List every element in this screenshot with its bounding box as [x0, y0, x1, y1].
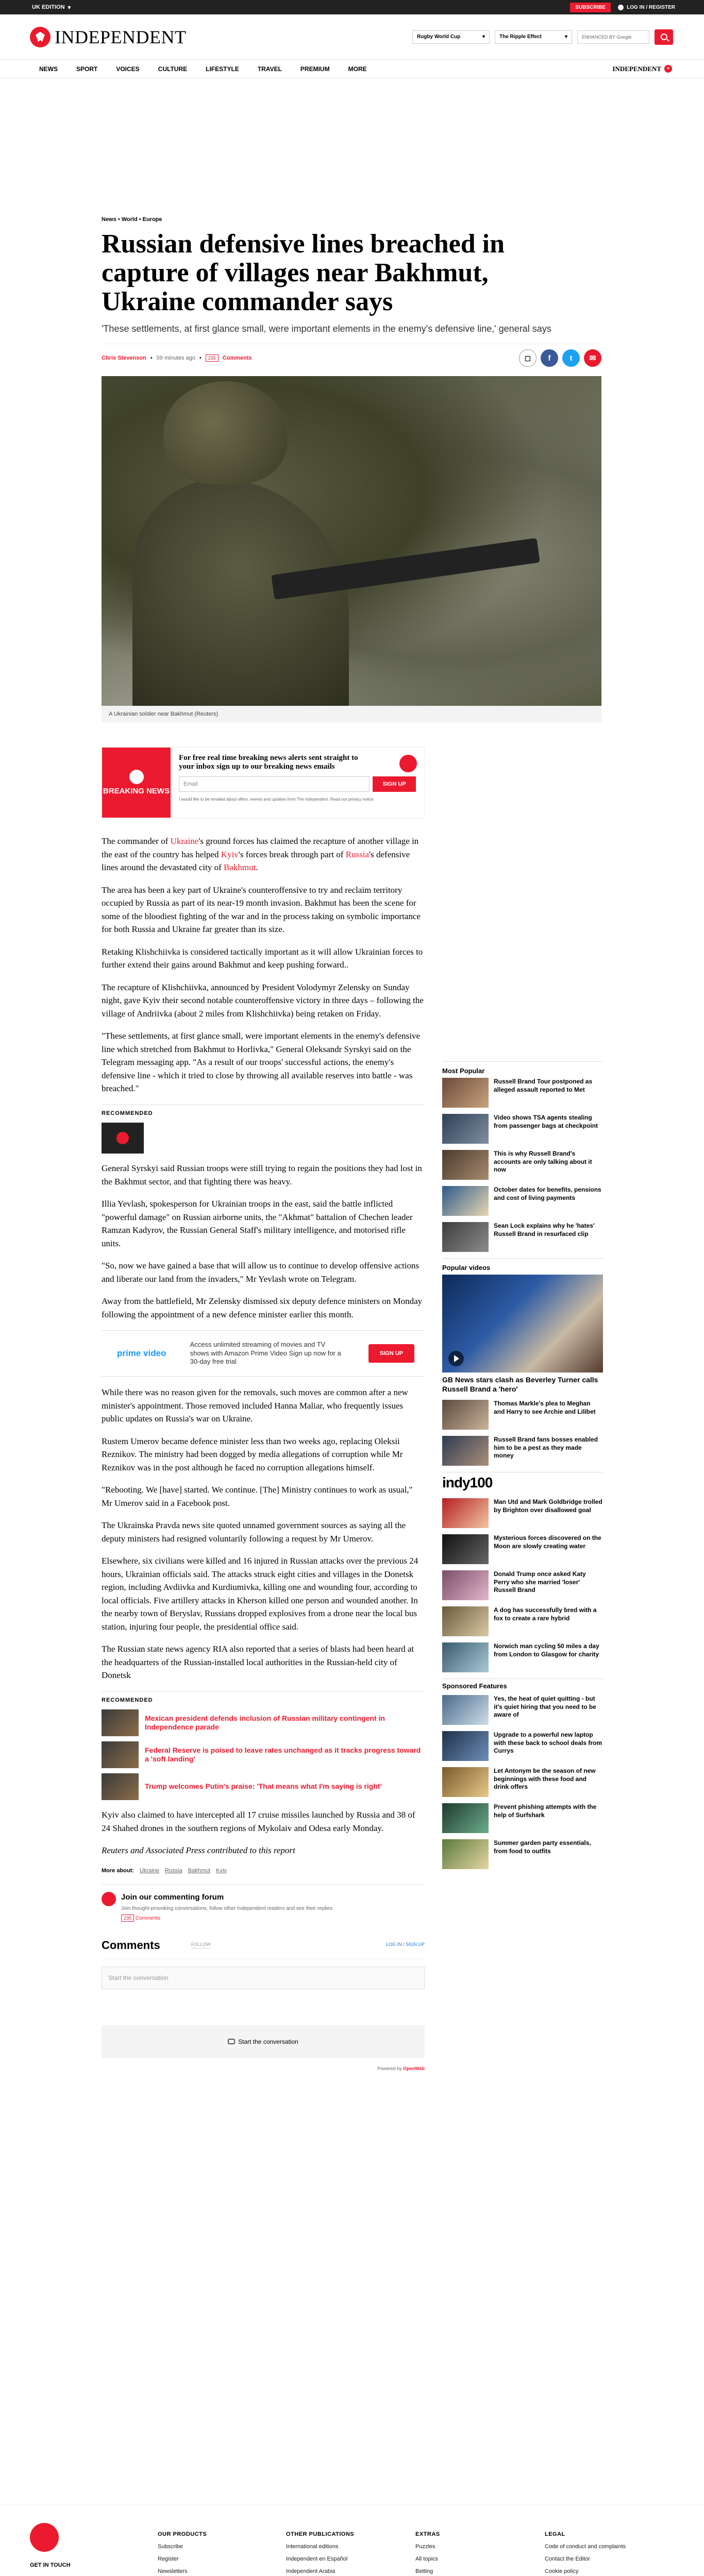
video-link: Thomas Markle's plea to Meghan and Harry to see Archie and Lilibet — [494, 1400, 596, 1415]
popular-videos-heading: Popular videos — [442, 1258, 603, 1275]
text: 's forces break through part of — [238, 849, 346, 859]
recommended-image — [102, 1709, 139, 1736]
prime-signup-button[interactable]: SIGN UP — [368, 1344, 414, 1363]
popular-thumbnail — [442, 1078, 489, 1108]
topic-select-1[interactable] — [412, 30, 490, 44]
paragraph: "So, now we have gained a base that will allow us to continue to develop offensive actions and liberate our land from the invaders," Mr Yevlash wrote on Telegram. — [102, 1261, 420, 1284]
eagle-logo-icon — [399, 755, 417, 772]
footer-col-heading: LEGAL — [545, 2531, 565, 2537]
reporting-credit: Reuters and Associated Press contributed to this report — [102, 1845, 295, 1855]
footer-link[interactable]: Independent en Español — [286, 2556, 348, 2562]
facebook-icon[interactable]: f — [541, 349, 558, 367]
breaking-news-label: BREAKING NEWS — [103, 786, 170, 795]
hero-image — [102, 376, 601, 706]
indy-item[interactable] — [442, 1606, 603, 1636]
consent-checkbox[interactable]: I would like to be emailed about offers, events and updates from The Independent. Read our privacy notice — [179, 797, 374, 802]
comment-count-badge[interactable]: 235 — [206, 354, 219, 362]
paragraph: "These settlements, at first glance small, were important elements in the enemy's defensive line which stretched from Bakhmut to Horlivka," General Oleksandr Syrskyi said on the Telegram messaging app. "As a result of our troops' successful actions, the enemy's defensive line - which it tried to close by throwing all available reserves into battle - was breached." — [102, 1031, 421, 1093]
nav-culture[interactable]: CULTURE — [158, 65, 188, 73]
sponsored-item[interactable] — [442, 1695, 603, 1725]
openweb-brand: OpenWeb — [403, 2065, 425, 2071]
nav-travel[interactable]: TRAVEL — [257, 65, 282, 73]
text: 's defensive lines around the devastated city of — [102, 849, 410, 872]
tag-russia[interactable]: Russia — [164, 1867, 182, 1874]
topic-select-2[interactable] — [495, 30, 572, 44]
nav-news[interactable]: NEWS — [39, 65, 58, 73]
popular-thumbnail — [442, 1186, 489, 1216]
text: . — [256, 862, 258, 872]
popular-thumbnail — [442, 1222, 489, 1252]
tag-ukraine[interactable]: Ukraine — [140, 1867, 159, 1874]
featured-video-caption[interactable]: GB News stars clash as Beverley Turner calls Russell Brand a 'hero' — [442, 1376, 598, 1393]
byline — [102, 354, 252, 362]
indy-thumbnail — [442, 1570, 489, 1600]
login-link[interactable] — [618, 5, 675, 10]
paragraph: Away from the battlefield, Mr Zelensky dismissed six deputy defence ministers on Monday following the appointment of a new defence minister earlier this month. — [102, 1296, 423, 1319]
text: The commander of — [102, 836, 171, 846]
featured-video[interactable] — [442, 1275, 603, 1372]
paragraph: General Syrskyi said Russian troops were still trying to regain the positions they had lost in the Bakhmut sector, and that fighting there was heavy. — [102, 1163, 422, 1187]
headline: Russian defensive lines breached in capture of villages near Bakhmut, Ukraine commander says — [102, 229, 505, 317]
sponsored-link: Let Antonym be the season of new beginnings with these food and drink offers — [494, 1767, 596, 1791]
forum-title: Join our commenting forum — [121, 1893, 224, 1902]
recommended-link: Mexican president defends inclusion of Russian military contingent in Independence parade — [145, 1714, 385, 1731]
sponsored-item[interactable] — [442, 1731, 603, 1761]
search-button[interactable] — [655, 29, 673, 45]
search-input[interactable]: ENHANCED BY Google — [577, 30, 649, 44]
prime-video-logo: prime video — [117, 1348, 166, 1359]
sponsored-link: Summer garden party essentials, from food to outfits — [494, 1839, 591, 1855]
footer-link[interactable]: Newsletters — [158, 2568, 188, 2574]
paragraph: The area has been a key part of Ukraine's counteroffensive to try and reclaim territory occupied by Russia as part of its near-19 month invasion. Bakhmut has been the scene for some of the bloodiest fighting of the war and in the process taking on symbolic importance for both Russia and Ukraine far greater than its size. — [102, 885, 421, 934]
powered-by — [102, 2065, 425, 2073]
popular-item[interactable] — [442, 1114, 603, 1144]
recommended-link: Federal Reserve is poised to leave rates unchanged as it tracks progress toward a 'soft landing' — [145, 1745, 421, 1763]
prime-video-ad — [102, 1330, 425, 1377]
footer-link[interactable]: Puzzles — [415, 2544, 435, 2550]
recommended-item[interactable] — [102, 1709, 425, 1736]
chevron-down-icon: ▾ — [482, 34, 485, 40]
sponsored-link: Prevent phishing attempts with the help of Surfshark — [494, 1803, 597, 1819]
indy100-logo[interactable]: indy100 — [442, 1472, 603, 1493]
forum-subtitle: Join thought-provoking conversations, follow other Independent readers and see their replies — [121, 1905, 333, 1911]
recommended-list — [102, 1691, 425, 1801]
sponsored-link: Yes, the heat of quiet quitting - but it's quiet hiring that you need to be aware of — [494, 1695, 596, 1719]
email-field[interactable]: Email — [179, 776, 370, 792]
video-thumbnail — [442, 1400, 489, 1430]
footer-col-publications — [286, 2531, 399, 2576]
more-about-label: More about: — [102, 1867, 134, 1874]
comments-title: Comments — [102, 1938, 160, 1952]
footer-col-products — [158, 2531, 271, 2576]
sponsored-link: Upgrade to a powerful new laptop with these back to school deals from Currys — [494, 1731, 602, 1755]
bookmark-icon[interactable]: ◻ — [519, 349, 537, 367]
paragraph: Kyiv also claimed to have intercepted all 17 cruise missiles launched by Russia and 38 of 24 Shahed drones in the southern regions of Mykolaiv and Odesa early Monday. — [102, 1810, 415, 1833]
sponsored-thumbnail — [442, 1695, 489, 1725]
byline-separator: • — [199, 355, 202, 362]
footer-link[interactable]: Contact the Editor — [545, 2556, 591, 2562]
footer-link[interactable]: Subscribe — [158, 2544, 183, 2550]
paragraph: While there was no reason given for the removals, such moves are common after a new minister's appointment. Those removed included Hanna Maliar, who frequently issues public updates on Russia's war on Ukraine. — [102, 1387, 408, 1423]
twitter-icon[interactable]: t — [562, 349, 580, 367]
popular-item[interactable] — [442, 1078, 603, 1108]
signup-button[interactable]: SIGN UP — [373, 776, 416, 792]
soldier-helmet — [163, 381, 287, 484]
article-header — [102, 216, 601, 722]
comments-link[interactable]: Comments — [222, 355, 252, 362]
logo-text: INDEPENDENT — [55, 26, 187, 47]
indy-link: Donald Trump once asked Katy Perry who she married 'loser' Russell Brand — [494, 1570, 586, 1594]
paragraph: Illia Yevlash, spokesperson for Ukrainian troops in the east, said the battle inflicted "powerful damage" on Russian airborne units, the "Akhmat" battalion of Chechen leader Ramzan Kadyrov, the Russian General Staff's military intelligence, and motorised rifle units. — [102, 1199, 413, 1248]
subscribe-button[interactable]: SUBSCRIBE — [570, 3, 611, 12]
russia-link[interactable]: Russia — [345, 849, 370, 859]
recommended-block — [102, 1105, 425, 1154]
footer-link[interactable]: Cookie policy — [545, 2568, 579, 2574]
share-buttons — [519, 349, 601, 367]
plus-icon: + — [664, 65, 672, 73]
sponsored-thumbnail — [442, 1731, 489, 1761]
more-about-tags — [102, 1867, 425, 1875]
comment-count-badge: 235 — [121, 1914, 134, 1922]
popular-link: Sean Lock explains why he 'hates' Russell Brand in resurfaced clip — [494, 1222, 595, 1238]
video-item[interactable] — [442, 1400, 603, 1430]
footer-col-heading: OTHER PUBLICATIONS — [286, 2531, 355, 2537]
indy-link: A dog has successfully bred with a fox to create a rare hybrid — [494, 1606, 597, 1622]
recommended-item[interactable] — [102, 1773, 425, 1800]
search-icon — [661, 33, 667, 40]
popular-thumbnail — [442, 1114, 489, 1144]
paragraph: Elsewhere, six civilians were killed and 16 injured in Russian attacks over the previous 24 hours, Ukrainian officials said. The attacks struck eight cities and villages in the Donetsk region, including Avdiivka and Kurdiumivka, killing one and wounding four, according to local officials. Five artillery attacks in Kherson killed one person and wounded another. In the nearby town of Beryslav, Russians dropped explosives from a drone near the local bus station, injuring four people, the presidential office said. — [102, 1556, 418, 1632]
site-logo[interactable] — [30, 26, 186, 48]
popular-link: Russell Brand Tour postponed as alleged assault reported to Met — [494, 1078, 593, 1093]
get-in-touch-heading: GET IN TOUCH — [30, 2562, 71, 2568]
start-conversation-button[interactable] — [102, 2025, 425, 2058]
image-caption: A Ukrainian soldier near Bakhmut (Reuters) — [102, 706, 601, 722]
paragraph: The Ukrainska Pravda news site quoted unnamed government sources as saying all the deputy ministers had resigned voluntarily following a request by Mr Umerov. — [102, 1520, 406, 1544]
powered-by-label: Powered by — [377, 2065, 402, 2071]
indy-thumbnail — [442, 1498, 489, 1528]
comment-input[interactable]: Start the conversation — [102, 1967, 425, 1989]
standfirst: 'These settlements, at first glance small, were important elements in the enemy's defensive line,' general says — [102, 324, 551, 334]
footer-link[interactable]: Register — [158, 2556, 179, 2562]
popular-link: October dates for benefits, pensions and cost of living payments — [494, 1186, 601, 1201]
login-label: LOG IN / REGISTER — [627, 4, 675, 10]
independent-plus-link[interactable] — [612, 65, 672, 73]
site-footer — [0, 2504, 704, 2576]
popular-item[interactable] — [442, 1222, 603, 1252]
paragraph — [102, 835, 425, 874]
indy-item[interactable] — [442, 1642, 603, 1672]
indy-thumbnail — [442, 1642, 489, 1672]
article-body — [102, 835, 425, 2072]
comments-login[interactable]: LOG IN — [385, 1942, 402, 1947]
paragraph: Rustem Umerov became defence minister less than two weeks ago, replacing Oleksii Reznikov. The ministry had been dogged by media allegations of corruption while Mr Reznikov was in the post although he faced no corruption allegations himself. — [102, 1436, 403, 1472]
footer-eagle-logo-icon[interactable] — [30, 2523, 59, 2552]
footer-link[interactable]: Code of conduct and complaints — [545, 2544, 626, 2550]
edition-selector[interactable] — [32, 4, 71, 11]
footer-col-heading: EXTRAS — [415, 2531, 440, 2537]
indy-thumbnail — [442, 1606, 489, 1636]
indy-link: Norwich man cycling 50 miles a day from London to Glasgow for charity — [494, 1642, 599, 1658]
timestamp: 59 minutes ago — [156, 355, 195, 362]
footer-col-extras — [415, 2531, 529, 2576]
video-thumbnail — [442, 1436, 489, 1466]
bakhmut-link[interactable]: Bakhmut — [223, 862, 256, 872]
comments-header — [102, 1937, 425, 1959]
prime-ad-text: Access unlimited streaming of movies and TV shows with Amazon Prime Video Sign up now for a 30-day free trial — [190, 1340, 341, 1366]
top-utility-bar — [0, 0, 704, 14]
sponsored-thumbnail — [442, 1839, 489, 1869]
indy-item[interactable] — [442, 1570, 603, 1600]
breaking-news-badge — [102, 748, 171, 818]
nav-sport[interactable]: SPORT — [76, 65, 98, 73]
sponsored-heading: Sponsored Features — [442, 1679, 603, 1690]
tag-kyiv[interactable]: Kyiv — [216, 1867, 227, 1874]
recommended-link: Trump welcomes Putin's praise: 'That means what I'm saying is right' — [145, 1782, 382, 1791]
footer-col-heading: OUR PRODUCTS — [158, 2531, 207, 2537]
paragraph: Retaking Klishchiivka is considered tactically important as it will allow Ukrainian forces to further extend their gains around Bakhmut and keep pushing forward.. — [102, 946, 423, 970]
start-conversation-label: Start the conversation — [238, 2038, 298, 2045]
most-popular-heading: Most Popular — [442, 1061, 603, 1078]
forum-comments-label: Comments — [135, 1915, 161, 1921]
edition-label: UK EDITION — [32, 4, 65, 10]
footer-link[interactable]: International editions — [286, 2544, 339, 2550]
byline-separator: • — [150, 355, 153, 362]
chevron-down-icon: ▾ — [68, 4, 71, 11]
forum-comments-link[interactable] — [121, 1914, 332, 1922]
comments-auth: LOG IN / SIGN UP — [385, 1942, 425, 1947]
popular-item[interactable] — [442, 1186, 603, 1216]
sponsored-item[interactable] — [442, 1803, 603, 1833]
footer-col-legal — [545, 2531, 658, 2576]
chat-icon — [228, 2039, 235, 2044]
eagle-logo-icon — [30, 27, 51, 47]
newsletter-signup — [102, 747, 425, 818]
commenting-forum — [102, 1884, 425, 1922]
breadcrumb[interactable]: News • World • Europe — [102, 216, 162, 223]
main-nav — [0, 60, 704, 78]
tag-bakhmut[interactable]: Bakhmut — [188, 1867, 211, 1874]
indy-thumbnail — [442, 1534, 489, 1564]
paragraph: The recapture of Klishchiivka, announced by President Volodymyr Zelensky on Sunday night, gave Kyiv their second notable counteroffensive victory in three days – following the village of Andriivka (about 2 miles from Klishchiivka) being retaken on Friday. — [102, 982, 424, 1019]
user-icon — [618, 5, 624, 10]
eagle-logo-icon — [129, 770, 144, 784]
author-link[interactable]: Chris Stevenson — [102, 355, 146, 362]
ukraine-link[interactable]: Ukraine — [170, 836, 199, 846]
text: 's ground forces has claimed the recapture of another village in the east of the country has helped — [102, 836, 419, 859]
nav-more[interactable]: MORE — [348, 65, 367, 73]
recommended-title: RECOMMENDED — [102, 1697, 153, 1703]
email-icon[interactable]: ✉ — [584, 349, 601, 367]
follow-button[interactable]: FOLLOW — [191, 1941, 211, 1949]
recommended-image — [102, 1773, 139, 1800]
sponsored-thumbnail — [442, 1803, 489, 1833]
comments-signup[interactable]: SIGN UP — [405, 1942, 425, 1947]
sponsored-thumbnail — [442, 1767, 489, 1797]
popular-link: Video shows TSA agents stealing from passenger bags at checkpoint — [494, 1114, 598, 1129]
chevron-down-icon: ▾ — [564, 34, 567, 40]
recommended-title: RECOMMENDED — [102, 1110, 153, 1116]
indy-item[interactable] — [442, 1498, 603, 1528]
topic-select-2-label: The Ripple Effect — [499, 34, 542, 40]
eagle-logo-icon — [102, 1892, 116, 1906]
topic-select-1-label: Rugby World Cup — [417, 34, 461, 40]
nav-voices[interactable]: VOICES — [116, 65, 140, 73]
nav-brand-label: INDEPENDENT — [612, 64, 661, 73]
footer-link[interactable]: All topics — [415, 2556, 439, 2562]
indy-link: Man Utd and Mark Goldbridge trolled by Brighton over disallowed goal — [494, 1498, 602, 1514]
kyiv-link[interactable]: Kyiv — [221, 849, 239, 859]
video-link: Russell Brand fans bosses enabled him to be a pest as they made money — [494, 1436, 598, 1460]
popular-thumbnail — [442, 1150, 489, 1180]
indy-link: Mysterious forces discovered on the Moon are slowly creating water — [494, 1534, 601, 1550]
nav-lifestyle[interactable]: LIFESTYLE — [206, 65, 239, 73]
recommended-thumbnail[interactable] — [102, 1123, 144, 1154]
recommended-image — [102, 1741, 139, 1768]
paragraph: "Rebooting. We [have] started. We continue. [The] Ministry continues to work as usual," Mr Umerov said in a Facebook post. — [102, 1485, 413, 1508]
sponsored-item[interactable] — [442, 1767, 603, 1797]
video-item[interactable] — [442, 1436, 603, 1466]
popular-item[interactable] — [442, 1150, 603, 1180]
nav-premium[interactable]: PREMIUM — [300, 65, 330, 73]
newsletter-text: For free real time breaking news alerts sent straight to your inbox sign up to our breaking news emails — [179, 754, 358, 771]
indy-item[interactable] — [442, 1534, 603, 1564]
masthead — [0, 14, 704, 60]
eagle-logo-icon — [116, 1132, 129, 1144]
paragraph: The Russian state news agency RIA also reported that a series of blasts had been heard at the headquarters of the Russian-installed local authorities in the Russian-held city of Donetsk — [102, 1644, 414, 1680]
sidebar — [442, 1061, 603, 1875]
popular-link: This is why Russell Brand's accounts are only talking about it now — [494, 1150, 592, 1174]
footer-link[interactable]: Betting — [415, 2568, 433, 2574]
sponsored-item[interactable] — [442, 1839, 603, 1869]
footer-link[interactable]: Independent Arabia — [286, 2568, 336, 2574]
recommended-item[interactable] — [102, 1741, 425, 1768]
play-icon — [448, 1351, 464, 1366]
